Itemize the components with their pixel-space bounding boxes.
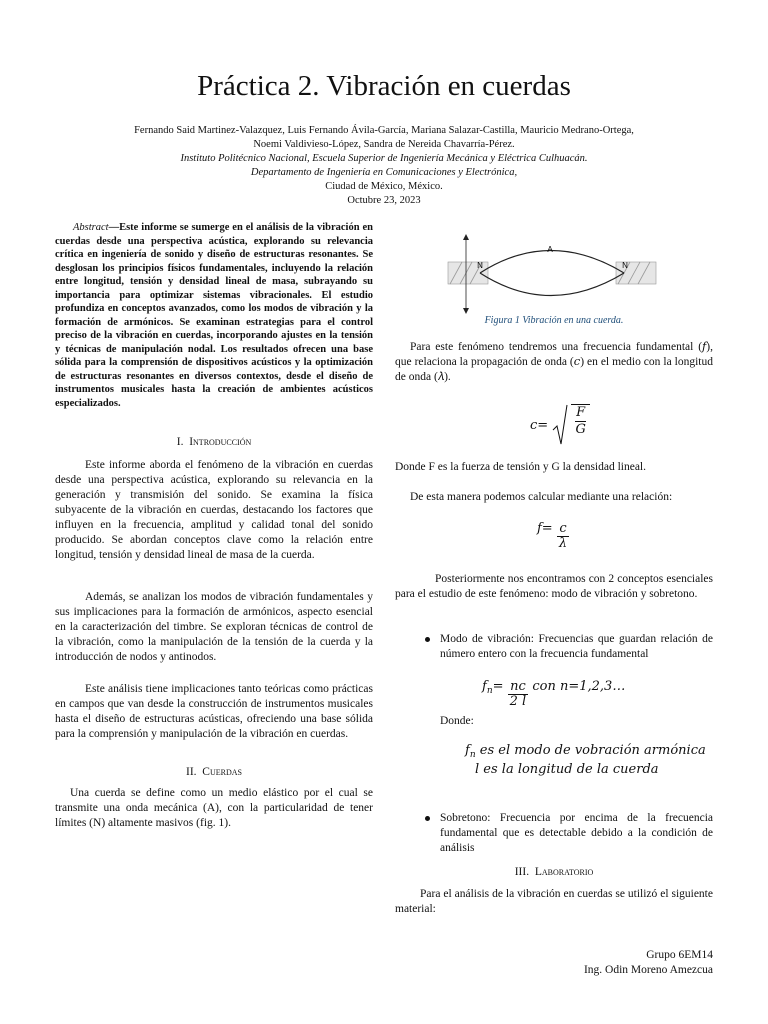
- abstract: [55, 221, 373, 410]
- paper-title: Práctica 2. Vibración en cuerdas: [197, 70, 571, 102]
- donde-label: Donde:: [440, 715, 474, 727]
- author-names-2: Noemi Valdivieso-López, Sandra de Nereida Chavarría-Pérez.: [253, 139, 515, 150]
- eq-equals: =: [492, 679, 504, 694]
- eq-den: G: [575, 422, 586, 437]
- paragraph-text: Una cuerda se define como un medio elástico por el cual se transmite una onda mecánica (A), con la particularidad de tener límites (N) altamente masivos (fig. 1).: [55, 787, 373, 829]
- label-a: A: [547, 245, 553, 254]
- author-names-1: Fernando Said Martinez-Valazquez, Luis Fernando Ávila-García, Mariana Salazar-Castilla, Mauricio Medrano-Ortega,: [134, 125, 634, 136]
- paragraph-text: Además, se analizan los modos de vibración fundamentales y sus implicaciones para la formación de armónicos, aspecto esencial en la caracterización del timbre. Se exploran técnicas de control de la vibración, como la manipulación de la tensión de la cuerda y la introducción de nodos y antinodos.: [55, 591, 373, 663]
- label-n-left: N: [477, 261, 483, 270]
- bullet-dot-icon: [425, 816, 430, 821]
- string-vibration-figure: [440, 232, 660, 314]
- section-title: Laboratorio: [534, 866, 594, 878]
- equation-frequency: [537, 522, 569, 551]
- paragraph-text: De esta manera podemos calcular mediante una relación:: [410, 491, 673, 503]
- right-paragraph-3: [395, 490, 713, 505]
- intro-paragraph-3: [55, 682, 373, 742]
- section-title: Cuerdas: [202, 766, 242, 778]
- right-paragraph-2: [395, 460, 713, 475]
- cuerdas-paragraph: [55, 786, 373, 831]
- sqrt-body: [571, 404, 589, 438]
- right-paragraph-4: [395, 572, 713, 602]
- equation-definitions: [465, 742, 706, 779]
- intro-paragraph-2: [55, 590, 373, 665]
- eq-rest: con n=1,2,3…: [532, 679, 626, 694]
- eq-num: nc: [510, 679, 526, 694]
- arrow-up-icon: [463, 234, 469, 240]
- eq-fraction: [557, 522, 569, 551]
- intro-paragraph-1: [55, 458, 373, 563]
- eq-fraction: [508, 680, 529, 709]
- eq-den: λ: [558, 536, 568, 551]
- eq-f: f: [482, 679, 487, 694]
- paragraph-text: Este informe aborda el fenómeno de la vibración en cuerdas desde una perspectiva acústica, explorando su relevancia en la generación y transmisión del sonido. Se examina la física subyacente de la vibración en cuerdas, destacando los factores que influyen en la frecuencia, amplitud y calidad tonal del sonido producido. Se abordan conceptos clave como la relación entre longitud, tensión y densidad lineal de masa de la cuerda.: [55, 459, 373, 561]
- section-number: III.: [514, 866, 530, 878]
- bullet-dot-icon: [425, 637, 430, 642]
- department: Departamento de Ingeniería en Comunicaciones y Electrónica,: [250, 167, 518, 178]
- section-number: II.: [186, 766, 197, 778]
- section-number: I.: [176, 436, 184, 448]
- arrow-down-icon: [463, 308, 469, 314]
- abstract-label: Abstract: [73, 222, 109, 233]
- figure-caption: Figura 1 Vibración en una cuerda.: [484, 315, 624, 326]
- eq-def-text-2: l es la longitud de la cuerda: [475, 762, 659, 777]
- institution: Instituto Politécnico Nacional, Escuela Superior de Ingeniería Mecánica y Eléctrica Culhuacán.: [180, 153, 588, 164]
- lab-paragraph: [395, 887, 713, 917]
- city: Ciudad de México, México.: [325, 181, 443, 192]
- section-title: Introducción: [189, 436, 252, 448]
- footer-group: Grupo 6EM14: [646, 949, 713, 961]
- eq-def-text-1: es el modo de vobración armónica: [479, 743, 706, 758]
- equation-harmonic: [482, 680, 625, 709]
- sqrt-icon: [552, 404, 568, 446]
- abstract-text: —Este informe se sumerge en el análisis de la vibración en cuerdas desde una perspectiva acústica, explorando su relevancia crítica en ingeniería de sonido y diseño de estructuras resonantes. Se desglosan los principios físicos fundamentales, incluyendo la relación entre longitud, tensión y densidad lineal de masa, subrayando su importancia para optimizar sistemas vibracionales. El estudio profundiza en conceptos avanzados, como los modos de vibración y la formación de armónicos. Se examinan estrategias para el control preciso de la vibración en cuerdas, incorporando ajustes en la tensión y técnicas de manipulación nodal. Los resultados ofrecen una base sólida para la comprensión de dispositivos acústicos y la optimización de estructuras resonantes en diversos contextos, desde el diseño de instrumentos musicales hasta la creación de ambientes acústicos especializados.: [55, 222, 373, 409]
- label-n-right: N: [622, 261, 628, 270]
- paragraph-text: Para el análisis de la vibración en cuerdas se utilizó el siguiente material:: [395, 888, 713, 915]
- author-block: [60, 124, 708, 208]
- eq-num: F: [576, 405, 586, 420]
- date: Octubre 23, 2023: [347, 195, 421, 206]
- string-lower-curve: [480, 273, 624, 296]
- footer-block: [584, 948, 713, 978]
- eq-den: 2 l: [509, 694, 527, 709]
- eq-lhs: c=: [530, 418, 549, 433]
- eq-sub: n: [486, 686, 493, 696]
- paragraph-text: Para este fenómeno tendremos una frecuencia fundamental (𝑓), que relaciona la propagación de onda (𝑐) en el medio con la longitud de onda (𝜆).: [395, 341, 713, 383]
- paragraph-text: Este análisis tiene implicaciones tanto teóricas como prácticas en campos que van desde la construcción de instrumentos musicales hasta el diseño de estructuras acústicas, ofreciendo una base sólida para la comprensión y manipulación de la vibración en cuerdas.: [55, 683, 373, 740]
- eq-def-line-1: $f_n$ es el modo de vobración armónica: [465, 743, 706, 760]
- section-heading-intro: [55, 436, 373, 448]
- equation-wave-speed: [530, 404, 590, 446]
- paragraph-text: Posteriormente nos encontramos con 2 conceptos esenciales para el estudio de este fenómeno: modo de vibración y sobretono.: [395, 573, 713, 600]
- section-heading-lab: [395, 866, 713, 878]
- paragraph-text: Donde F es la fuerza de tensión y G la densidad lineal.: [395, 461, 647, 473]
- footer-teacher: Ing. Odin Moreno Amezcua: [583, 964, 713, 976]
- section-heading-cuerdas: [55, 766, 373, 778]
- right-paragraph-1: [395, 340, 713, 385]
- eq-lhs: f=: [537, 521, 553, 536]
- bullet-vibration-mode: Modo de vibración: Frecuencias que guardan relación de número entero con la frecuencia fundamental: [440, 633, 713, 660]
- eq-num: c: [559, 521, 567, 536]
- bullet-overtone: Sobretono: Frecuencia por encima de la frecuencia fundamental que es detectable debido a la condición de análisis: [440, 812, 713, 854]
